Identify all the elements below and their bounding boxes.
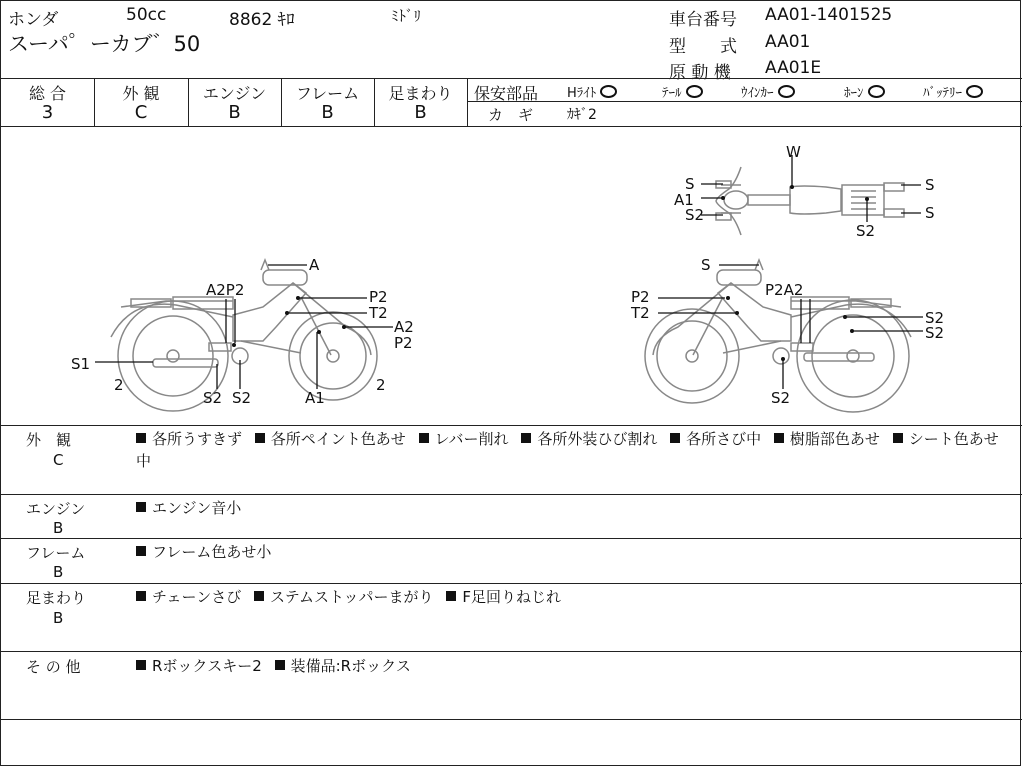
divider bbox=[1, 538, 1022, 539]
bullet-square-icon bbox=[275, 660, 285, 670]
note: ステムストッパーまがり bbox=[270, 588, 434, 606]
bullet-square-icon bbox=[893, 433, 903, 443]
diagram-label: S2 bbox=[856, 222, 876, 240]
grade-value-exterior: C bbox=[134, 102, 148, 123]
divider bbox=[1, 494, 1022, 495]
diagram-label: P2A2 bbox=[765, 281, 804, 299]
frame-no-label: 車台番号 bbox=[669, 10, 737, 30]
grade-label-engine: エンジン bbox=[202, 84, 267, 103]
note: フレーム色あせ小 bbox=[152, 543, 272, 561]
section-grade-suspension: B bbox=[53, 609, 64, 627]
safety-item-name: ﾃｰﾙ bbox=[662, 86, 682, 101]
diagram-label: T2 bbox=[631, 304, 650, 322]
divider bbox=[467, 101, 1022, 102]
diagram-label: S2 bbox=[771, 389, 791, 407]
model-name: スーパ゜ーカブ゛50 bbox=[8, 32, 201, 56]
ok-mark-icon bbox=[686, 85, 703, 98]
note: 各所さび中 bbox=[686, 430, 762, 448]
safety-item-winker bbox=[741, 82, 795, 101]
diagram-label: S2 bbox=[925, 309, 945, 327]
diagram-label: A1 bbox=[305, 389, 325, 407]
safety-item-battery bbox=[923, 82, 983, 101]
section-notes-engine bbox=[136, 497, 1011, 519]
ok-mark-icon bbox=[600, 85, 617, 98]
note: チェーンさび bbox=[152, 588, 242, 606]
ok-mark-icon bbox=[778, 85, 795, 98]
section-label-engine: エンジン bbox=[26, 500, 86, 518]
grade-label-overall: 総 合 bbox=[28, 84, 67, 103]
diagram-label: W bbox=[786, 143, 801, 161]
bullet-square-icon bbox=[136, 546, 146, 556]
diagram-label: A2P2 bbox=[206, 281, 245, 299]
divider bbox=[1, 651, 1022, 652]
safety-item-name: ｳｲﾝｶｰ bbox=[741, 86, 774, 101]
section-notes-exterior bbox=[136, 428, 1011, 472]
bullet-square-icon bbox=[521, 433, 531, 443]
note: 各所ペイント色あせ bbox=[270, 430, 406, 448]
diagram-label: S bbox=[925, 204, 935, 222]
safety-item-name: ﾊﾞｯﾃﾘｰ bbox=[923, 86, 962, 101]
diagram-label: S bbox=[701, 256, 711, 274]
diagram-label: S2 bbox=[232, 389, 252, 407]
key-value: ｶｷﾞ2 bbox=[567, 107, 597, 123]
note: F足回りねじれ bbox=[462, 588, 561, 606]
bullet-square-icon bbox=[255, 433, 265, 443]
diagram-label: A1 bbox=[674, 191, 694, 209]
divider bbox=[1, 583, 1022, 584]
leader-lines bbox=[95, 155, 923, 389]
ok-mark-icon bbox=[868, 85, 885, 98]
section-notes-other bbox=[136, 655, 1011, 677]
divider bbox=[467, 78, 468, 126]
note: レバー削れ bbox=[434, 430, 509, 448]
safety-item-headlight bbox=[567, 82, 617, 101]
grade-label-exterior: 外 観 bbox=[122, 84, 160, 103]
diagram-label: S1 bbox=[71, 355, 91, 373]
grade-value-engine: B bbox=[228, 102, 241, 123]
note: 装備品:Rボックス bbox=[290, 657, 411, 675]
diagram-label: S bbox=[685, 175, 695, 193]
damage-markers bbox=[232, 185, 869, 361]
safety-item-name: Hﾗｲﾄ bbox=[567, 86, 597, 101]
safety-item-horn bbox=[844, 82, 885, 101]
grade-value-suspension: B bbox=[414, 102, 427, 123]
bullet-square-icon bbox=[136, 660, 146, 670]
diagram-label: P2 bbox=[631, 288, 650, 306]
engine-label: 原 動 機 bbox=[669, 63, 731, 83]
diagram-label: A2 bbox=[394, 318, 414, 336]
diagram-label: A bbox=[309, 256, 320, 274]
safety-label: 保安部品 bbox=[474, 84, 539, 103]
bullet-square-icon bbox=[419, 433, 429, 443]
type-label: 型 式 bbox=[669, 37, 737, 57]
key-label: カ ギ bbox=[488, 106, 534, 124]
note: エンジン音小 bbox=[152, 499, 242, 517]
section-label-suspension: 足まわり bbox=[26, 589, 87, 607]
divider bbox=[1, 719, 1022, 720]
divider bbox=[1, 425, 1022, 426]
color: ﾐﾄﾞﾘ bbox=[391, 7, 422, 25]
grade-value-overall: 3 bbox=[41, 102, 54, 123]
diagram-label: 2 bbox=[114, 376, 124, 394]
section-notes-suspension bbox=[136, 586, 1011, 608]
type-value: AA01 bbox=[765, 32, 811, 52]
safety-item-name: ﾎｰﾝ bbox=[844, 86, 864, 101]
bike-top-view bbox=[716, 167, 904, 235]
section-notes-frame bbox=[136, 541, 1011, 563]
note: シート色あせ中 bbox=[136, 430, 999, 470]
bullet-square-icon bbox=[254, 591, 264, 601]
diagram-label: P2 bbox=[369, 288, 388, 306]
safety-item-tail bbox=[662, 82, 703, 101]
section-grade-engine: B bbox=[53, 519, 64, 537]
note: Rボックスキー2 bbox=[152, 657, 262, 675]
diagram-label: 2 bbox=[376, 376, 386, 394]
diagram-label: S2 bbox=[925, 324, 945, 342]
diagram-label: S bbox=[925, 176, 935, 194]
note: 各所外装ひび割れ bbox=[537, 430, 658, 448]
engine-value: AA01E bbox=[765, 58, 822, 78]
section-label-frame: フレーム bbox=[26, 544, 86, 562]
grade-label-frame: フレーム bbox=[295, 84, 360, 103]
bullet-square-icon bbox=[136, 502, 146, 512]
grade-value-frame: B bbox=[321, 102, 334, 123]
diagram-label: P2 bbox=[394, 334, 413, 352]
diagram-label: S2 bbox=[685, 206, 705, 224]
note: 樹脂部色あせ bbox=[789, 430, 880, 448]
section-grade-frame: B bbox=[53, 563, 64, 581]
divider bbox=[1, 78, 1022, 79]
section-grade-exterior: C bbox=[53, 451, 64, 469]
bullet-square-icon bbox=[136, 591, 146, 601]
section-label-exterior: 外 観 bbox=[26, 431, 72, 449]
diagram-label: S2 bbox=[203, 389, 223, 407]
bullet-square-icon bbox=[670, 433, 680, 443]
mileage: 8862 ｷﾛ bbox=[229, 10, 295, 30]
bullet-square-icon bbox=[446, 591, 456, 601]
note: 各所うすきず bbox=[152, 430, 243, 448]
damage-diagram bbox=[1, 127, 1022, 425]
displacement: 50cc bbox=[126, 5, 167, 25]
bullet-square-icon bbox=[774, 433, 784, 443]
ok-mark-icon bbox=[966, 85, 983, 98]
diagram-label: T2 bbox=[369, 304, 388, 322]
section-label-other: そ の 他 bbox=[26, 658, 81, 676]
frame-no: AA01-1401525 bbox=[765, 5, 893, 25]
grade-label-suspension: 足まわり bbox=[388, 84, 453, 103]
maker: ホンダ bbox=[8, 10, 59, 30]
bullet-square-icon bbox=[136, 433, 146, 443]
